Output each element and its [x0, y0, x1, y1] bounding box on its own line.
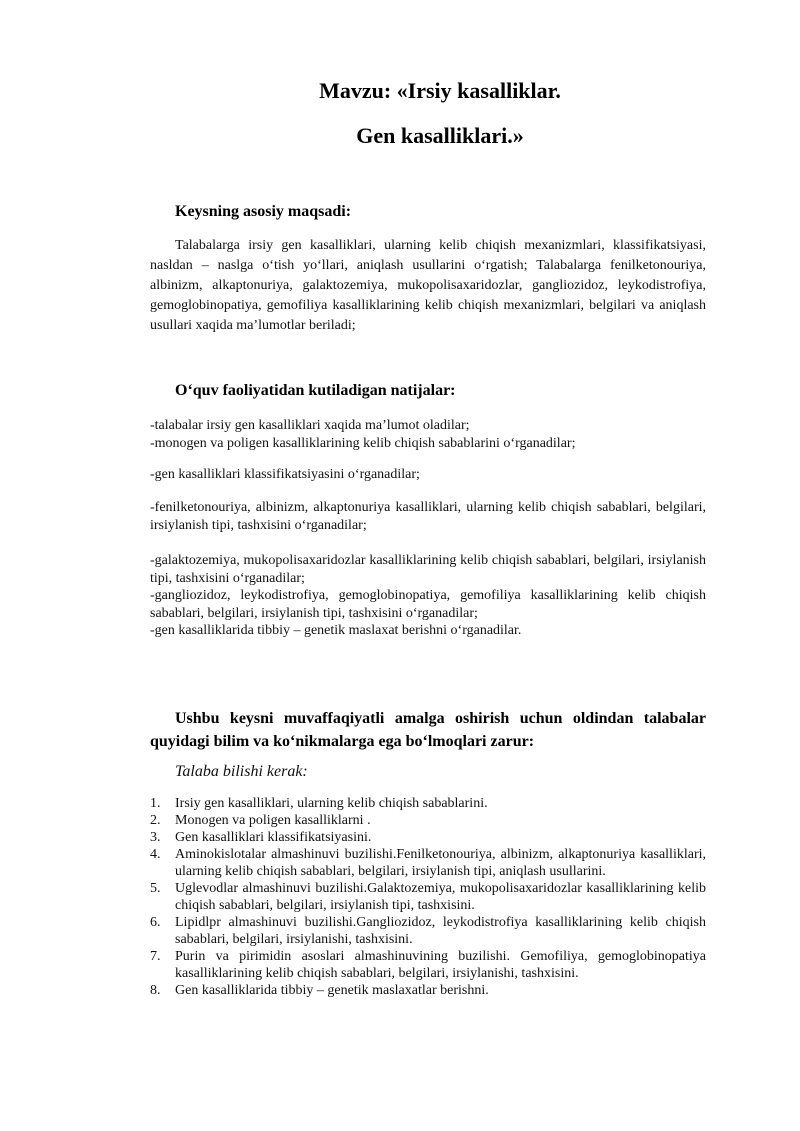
list-number: 1.	[150, 796, 161, 811]
result-item-2: -monogen va poligen kasalliklarining kelib chiqish sabablarini o‘rganadilar;	[150, 436, 576, 451]
list-item	[150, 914, 706, 948]
list-item	[150, 846, 706, 880]
list-item-text: Monogen va poligen kasalliklarni .	[175, 813, 371, 828]
list-item-text: Gen kasalliklari klassifikatsiyasini.	[175, 830, 372, 845]
title-line-2: Gen kasalliklari.»	[356, 123, 524, 148]
result-item-5: -galaktozemiya, mukopolisaxaridozlar kasalliklarining kelib chiqish sabablari, belgilari, irsiylanish tipi, tashxisini o‘rganadilar;	[150, 553, 706, 586]
list-number: 6.	[150, 915, 161, 930]
list-item-text: Aminokislotalar almashinuvi buzilishi.Fenilketonouriya, albinizm, alkaptonuriya kasalliklari, ularning kelib chiqish sabablari, belgilari, irsiylanish tipi, aniqlash usullarini.	[175, 847, 706, 879]
list-number: 8.	[150, 983, 161, 998]
list-item	[150, 812, 706, 829]
list-item-text: Lipidlpr almashinuvi buzilishi.Gangliozidoz, leykodistrofiya kasalliklarining kelib chiqish sabablari, belgilari, irsiylanishi, tashxisini.	[175, 915, 706, 947]
list-number: 2.	[150, 813, 161, 828]
goal-paragraph: Talabalarga irsiy gen kasalliklari, ularning kelib chiqish mexanizmlari, klassifikatsiyasi, nasldan – naslga o‘tish yo‘llari, aniqlash usullarini o‘rgatish; Talabalarga fenilketonouriya, albinizm, alkaptonuriya, galaktozemiya, mukopolisaxaridozlar, gangliozidoz, leykodistrofiya, gemoglobinopatiya, gemofiliya kasalliklarining kelib chiqish mexanizmlari, belgilari va aniqlash usullari xaqida ma’lumotlar beriladi;	[150, 238, 706, 333]
list-item-text: Purin va pirimidin asoslari almashinuvining buzilishi. Gemofiliya, gemoglobinopatiya kasalliklarining kelib chiqish sabablari, belgilari, irsiylanishi, tashxisini.	[175, 949, 706, 981]
list-item-text: Uglevodlar almashinuvi buzilishi.Galaktozemiya, mukopolisaxaridozlar kasalliklarining kelib chiqish sabablari, belgilari, irsiylanish tipi, tashxisini.	[175, 881, 706, 913]
result-item-7: -gen kasalliklarida tibbiy – genetik maslaxat berishni o‘rganadilar.	[150, 623, 522, 638]
list-number: 3.	[150, 830, 161, 845]
list-item-text: Irsiy gen kasalliklari, ularning kelib chiqish sabablarini.	[175, 796, 488, 811]
title-line-1: Mavzu: «Irsiy kasalliklar.	[319, 78, 561, 103]
goal-heading: Keysning asosiy maqsadi:	[175, 203, 352, 220]
result-item-3: -gen kasalliklari klassifikatsiyasini o‘rganadilar;	[150, 467, 420, 482]
list-item	[150, 829, 706, 846]
results-heading: O‘quv faoliyatidan kutiladigan natijalar:	[175, 382, 456, 399]
result-item-6: -gangliozidoz, leykodistrofiya, gemoglobinopatiya, gemofiliya kasalliklarining kelib chiqish sabablari, belgilari, irsiylanish tipi, tashxisini o‘rganadilar;	[150, 588, 706, 621]
result-item-1: -talabalar irsiy gen kasalliklari xaqida ma’lumot oladilar;	[150, 418, 470, 433]
list-number: 7.	[150, 949, 161, 964]
list-item	[150, 982, 706, 999]
student-should-know-label: Talaba bilishi kerak:	[175, 763, 308, 780]
list-item	[150, 795, 706, 812]
knowledge-list	[150, 795, 706, 999]
list-item-text: Gen kasalliklarida tibbiy – genetik maslaxatlar berishni.	[175, 983, 489, 998]
list-number: 4.	[150, 847, 161, 862]
prerequisites-heading: Ushbu keysni muvaffaqiyatli amalga oshirish uchun oldindan talabalar quyidagi bilim va ko‘nikmalarga ega bo‘lmoqlari zarur:	[150, 710, 706, 750]
list-number: 5.	[150, 881, 161, 896]
result-item-4: -fenilketonouriya, albinizm, alkaptonuriya kasalliklari, ularning kelib chiqish sabablari, belgilari, irsiylanish tipi, tashxisini o‘rganadilar;	[150, 500, 706, 533]
list-item	[150, 880, 706, 914]
list-item	[150, 948, 706, 982]
